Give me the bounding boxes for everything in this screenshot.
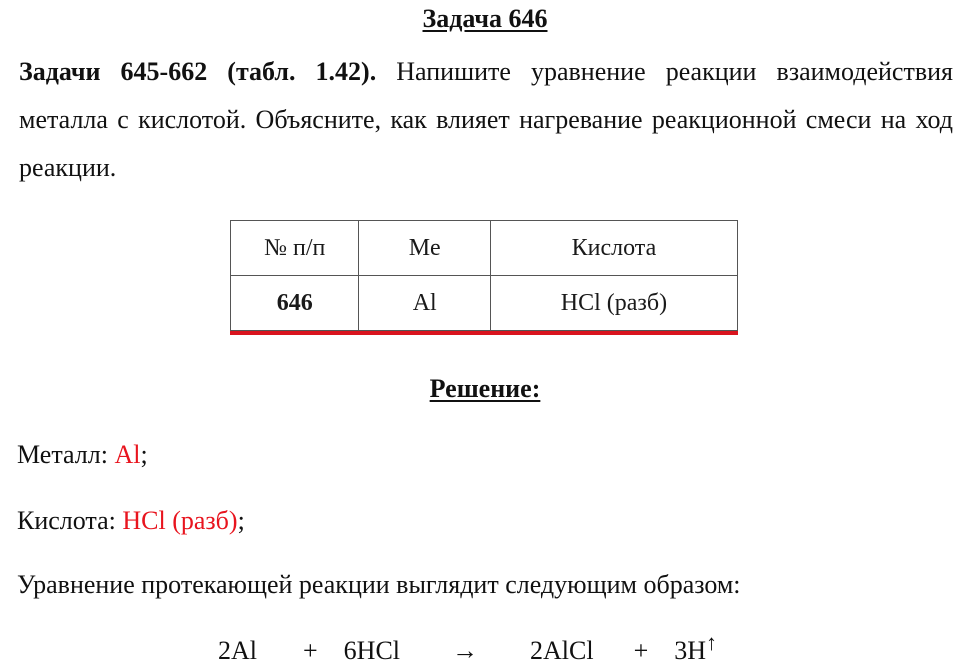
- data-table: [230, 220, 738, 331]
- table-header-row: [231, 221, 738, 276]
- metal-label: Металл:: [17, 440, 115, 469]
- header-number: № п/п: [231, 221, 359, 276]
- cell-acid: HCl (разб): [490, 276, 737, 331]
- acid-end: ;: [237, 506, 245, 535]
- acid-label: Кислота:: [17, 506, 123, 535]
- reaction-equation: [218, 630, 718, 666]
- metal-line: [17, 440, 148, 470]
- header-acid: Кислота: [490, 221, 737, 276]
- metal-value: Al: [114, 440, 141, 469]
- reactant-al: 2Al: [218, 636, 257, 665]
- equation-intro: Уравнение протекающей реакции выглядит следующим образом:: [17, 570, 741, 599]
- task-text: Напишите уравнение реакции взаимодействия металла с кислотой. Объясните, как влияет нагревание реакционной смеси на ход реакции.: [19, 57, 953, 182]
- plus-sign-2: +: [633, 636, 649, 665]
- reaction-arrow: →: [452, 636, 479, 665]
- solution-heading: Решение:: [429, 374, 541, 403]
- product-alcl: 2AlCl: [530, 636, 594, 665]
- header-metal: Me: [359, 221, 490, 276]
- cell-metal: Al: [359, 276, 490, 331]
- reactant-hcl: 6HCl: [343, 636, 401, 665]
- cell-number: 646: [231, 276, 359, 331]
- task-lead: Задачи 645-662 (табл. 1.42).: [19, 57, 377, 86]
- acid-value: HCl (разб): [122, 506, 238, 535]
- acid-line: [17, 506, 245, 536]
- table-bottom-rule: [230, 331, 738, 335]
- data-table-wrapper: [230, 220, 738, 331]
- task-statement: [19, 48, 953, 192]
- gas-arrow-icon: ↑: [706, 630, 718, 655]
- product-h2: 3H: [674, 636, 707, 665]
- table-row: [231, 276, 738, 331]
- task-title: Задача 646: [422, 4, 548, 33]
- plus-sign-1: +: [303, 636, 318, 665]
- metal-end: ;: [140, 440, 148, 469]
